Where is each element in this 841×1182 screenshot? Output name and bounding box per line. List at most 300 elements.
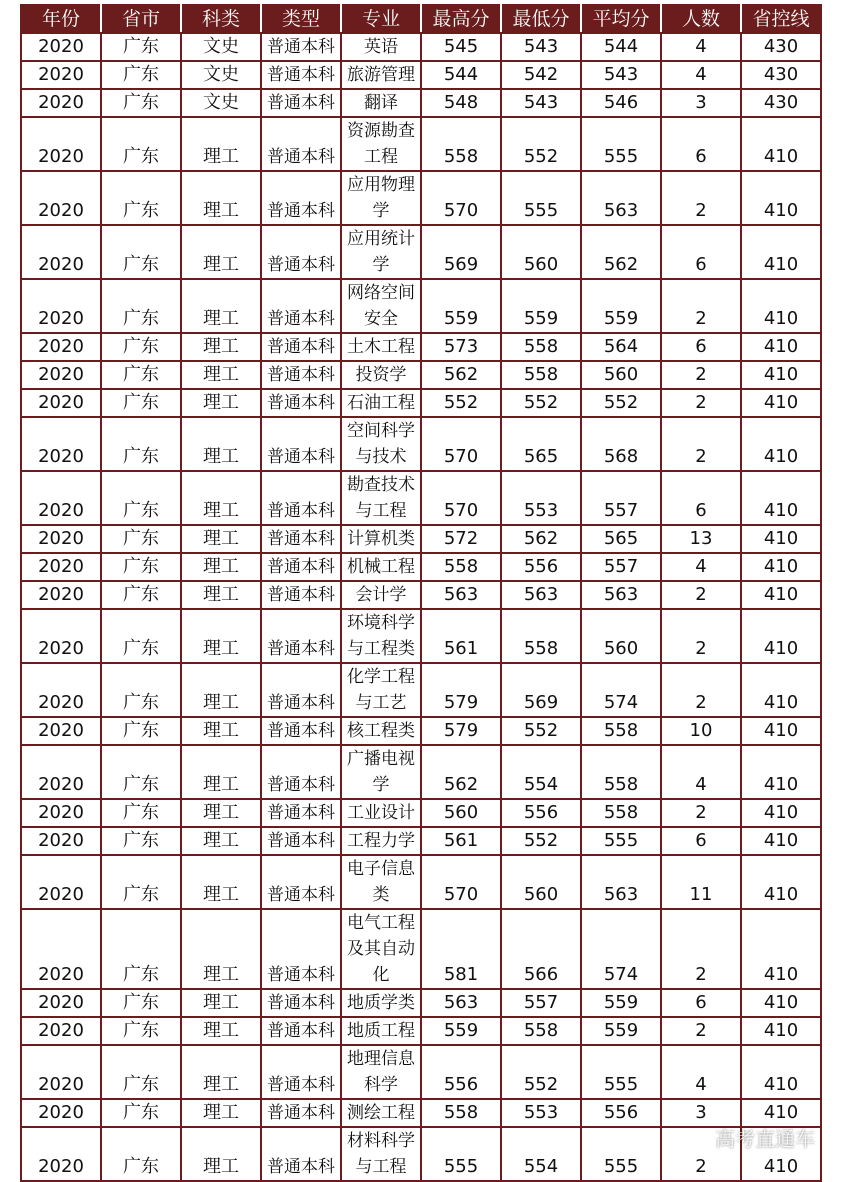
cell-subject: 理工 (181, 609, 261, 663)
cell-count: 2 (661, 663, 741, 717)
cell-major: 土木工程 (341, 333, 421, 361)
cell-min-score: 558 (501, 361, 581, 389)
cell-province: 广东 (101, 1017, 181, 1045)
cell-major: 材料科学与工程 (341, 1127, 421, 1181)
cell-control-line: 410 (741, 389, 821, 417)
cell-max-score: 570 (421, 471, 501, 525)
cell-major: 地理信息科学 (341, 1045, 421, 1099)
header-avg-score: 平均分 (581, 5, 661, 33)
cell-year: 2020 (21, 1045, 101, 1099)
table-row (21, 717, 821, 745)
table-row (21, 417, 821, 471)
cell-year: 2020 (21, 361, 101, 389)
cell-type: 普通本科 (261, 333, 341, 361)
cell-count: 2 (661, 909, 741, 989)
cell-province: 广东 (101, 553, 181, 581)
header-control-line: 省控线 (741, 5, 821, 33)
cell-count: 2 (661, 1127, 741, 1181)
cell-type: 普通本科 (261, 1017, 341, 1045)
table-row (21, 225, 821, 279)
cell-count: 6 (661, 471, 741, 525)
cell-type: 普通本科 (261, 471, 341, 525)
cell-max-score: 559 (421, 1017, 501, 1045)
table-row (21, 855, 821, 909)
cell-subject: 理工 (181, 389, 261, 417)
cell-year: 2020 (21, 717, 101, 745)
cell-control-line: 410 (741, 855, 821, 909)
admission-score-table (20, 4, 822, 1182)
table-row (21, 389, 821, 417)
cell-year: 2020 (21, 171, 101, 225)
cell-province: 广东 (101, 799, 181, 827)
cell-control-line: 410 (741, 663, 821, 717)
cell-control-line: 410 (741, 171, 821, 225)
cell-avg-score: 552 (581, 389, 661, 417)
table-row (21, 609, 821, 663)
header-province: 省市 (101, 5, 181, 33)
cell-year: 2020 (21, 827, 101, 855)
cell-min-score: 552 (501, 389, 581, 417)
table-body (21, 33, 821, 1181)
cell-count: 2 (661, 609, 741, 663)
cell-max-score: 555 (421, 1127, 501, 1181)
cell-province: 广东 (101, 663, 181, 717)
cell-count: 6 (661, 117, 741, 171)
cell-type: 普通本科 (261, 389, 341, 417)
cell-type: 普通本科 (261, 61, 341, 89)
cell-year: 2020 (21, 745, 101, 799)
cell-type: 普通本科 (261, 525, 341, 553)
cell-avg-score: 563 (581, 581, 661, 609)
cell-control-line: 410 (741, 581, 821, 609)
cell-type: 普通本科 (261, 361, 341, 389)
cell-avg-score: 562 (581, 225, 661, 279)
cell-count: 4 (661, 745, 741, 799)
cell-count: 2 (661, 171, 741, 225)
cell-major: 计算机类 (341, 525, 421, 553)
cell-control-line: 410 (741, 909, 821, 989)
cell-max-score: 569 (421, 225, 501, 279)
cell-min-score: 543 (501, 33, 581, 61)
cell-year: 2020 (21, 117, 101, 171)
cell-year: 2020 (21, 799, 101, 827)
cell-control-line: 410 (741, 1045, 821, 1099)
cell-control-line: 410 (741, 471, 821, 525)
cell-min-score: 558 (501, 1017, 581, 1045)
cell-year: 2020 (21, 1127, 101, 1181)
cell-control-line: 430 (741, 33, 821, 61)
cell-count: 2 (661, 1017, 741, 1045)
cell-control-line: 410 (741, 417, 821, 471)
header-major: 专业 (341, 5, 421, 33)
cell-min-score: 555 (501, 171, 581, 225)
cell-max-score: 545 (421, 33, 501, 61)
score-table-sheet (20, 4, 820, 1182)
cell-year: 2020 (21, 581, 101, 609)
cell-subject: 理工 (181, 745, 261, 799)
cell-type: 普通本科 (261, 171, 341, 225)
cell-province: 广东 (101, 361, 181, 389)
cell-avg-score: 559 (581, 1017, 661, 1045)
table-row (21, 171, 821, 225)
table-row (21, 745, 821, 799)
cell-year: 2020 (21, 417, 101, 471)
table-row (21, 333, 821, 361)
cell-avg-score: 543 (581, 61, 661, 89)
cell-type: 普通本科 (261, 1127, 341, 1181)
cell-avg-score: 574 (581, 663, 661, 717)
cell-province: 广东 (101, 33, 181, 61)
cell-major: 电气工程及其自动化 (341, 909, 421, 989)
cell-min-score: 552 (501, 717, 581, 745)
cell-major: 网络空间安全 (341, 279, 421, 333)
table-row (21, 989, 821, 1017)
table-row (21, 827, 821, 855)
cell-subject: 理工 (181, 717, 261, 745)
cell-year: 2020 (21, 333, 101, 361)
cell-avg-score: 559 (581, 279, 661, 333)
cell-avg-score: 555 (581, 117, 661, 171)
cell-min-score: 566 (501, 909, 581, 989)
cell-control-line: 410 (741, 989, 821, 1017)
table-row (21, 1099, 821, 1127)
cell-province: 广东 (101, 989, 181, 1017)
cell-min-score: 554 (501, 745, 581, 799)
cell-province: 广东 (101, 745, 181, 799)
cell-min-score: 554 (501, 1127, 581, 1181)
cell-avg-score: 574 (581, 909, 661, 989)
cell-type: 普通本科 (261, 909, 341, 989)
cell-subject: 理工 (181, 1045, 261, 1099)
cell-year: 2020 (21, 89, 101, 117)
cell-subject: 理工 (181, 471, 261, 525)
cell-max-score: 572 (421, 525, 501, 553)
cell-province: 广东 (101, 333, 181, 361)
cell-max-score: 562 (421, 745, 501, 799)
cell-year: 2020 (21, 33, 101, 61)
cell-subject: 理工 (181, 1127, 261, 1181)
cell-province: 广东 (101, 471, 181, 525)
cell-major: 化学工程与工艺 (341, 663, 421, 717)
cell-type: 普通本科 (261, 581, 341, 609)
cell-major: 工程力学 (341, 827, 421, 855)
cell-type: 普通本科 (261, 745, 341, 799)
cell-control-line: 410 (741, 553, 821, 581)
watermark: 高考直通车 (715, 1127, 815, 1151)
cell-province: 广东 (101, 171, 181, 225)
table-row (21, 117, 821, 171)
cell-province: 广东 (101, 117, 181, 171)
cell-max-score: 570 (421, 171, 501, 225)
cell-min-score: 542 (501, 61, 581, 89)
cell-control-line: 430 (741, 61, 821, 89)
cell-control-line: 410 (741, 333, 821, 361)
table-row (21, 471, 821, 525)
cell-subject: 理工 (181, 1099, 261, 1127)
cell-year: 2020 (21, 61, 101, 89)
cell-subject: 理工 (181, 1017, 261, 1045)
cell-count: 13 (661, 525, 741, 553)
cell-max-score: 579 (421, 663, 501, 717)
cell-count: 2 (661, 581, 741, 609)
cell-province: 广东 (101, 279, 181, 333)
cell-subject: 理工 (181, 855, 261, 909)
cell-province: 广东 (101, 609, 181, 663)
table-row (21, 663, 821, 717)
cell-year: 2020 (21, 471, 101, 525)
cell-type: 普通本科 (261, 1099, 341, 1127)
cell-type: 普通本科 (261, 117, 341, 171)
cell-type: 普通本科 (261, 827, 341, 855)
cell-province: 广东 (101, 1045, 181, 1099)
cell-control-line: 410 (741, 717, 821, 745)
cell-max-score: 570 (421, 855, 501, 909)
cell-year: 2020 (21, 279, 101, 333)
cell-year: 2020 (21, 1017, 101, 1045)
cell-max-score: 579 (421, 717, 501, 745)
cell-max-score: 558 (421, 553, 501, 581)
cell-max-score: 561 (421, 827, 501, 855)
cell-subject: 理工 (181, 333, 261, 361)
cell-subject: 理工 (181, 525, 261, 553)
cell-type: 普通本科 (261, 279, 341, 333)
cell-year: 2020 (21, 609, 101, 663)
header-min-score: 最低分 (501, 5, 581, 33)
cell-avg-score: 544 (581, 33, 661, 61)
cell-avg-score: 560 (581, 609, 661, 663)
cell-avg-score: 555 (581, 827, 661, 855)
cell-count: 2 (661, 361, 741, 389)
cell-count: 4 (661, 1045, 741, 1099)
cell-control-line: 410 (741, 799, 821, 827)
cell-major: 投资学 (341, 361, 421, 389)
cell-major: 英语 (341, 33, 421, 61)
cell-avg-score: 560 (581, 361, 661, 389)
cell-major: 应用物理学 (341, 171, 421, 225)
cell-max-score: 552 (421, 389, 501, 417)
cell-min-score: 553 (501, 471, 581, 525)
cell-max-score: 559 (421, 279, 501, 333)
cell-avg-score: 558 (581, 717, 661, 745)
cell-subject: 理工 (181, 417, 261, 471)
cell-major: 电子信息类 (341, 855, 421, 909)
cell-type: 普通本科 (261, 225, 341, 279)
cell-control-line: 410 (741, 117, 821, 171)
cell-avg-score: 559 (581, 989, 661, 1017)
cell-province: 广东 (101, 61, 181, 89)
cell-subject: 理工 (181, 799, 261, 827)
cell-control-line: 410 (741, 525, 821, 553)
cell-control-line: 430 (741, 89, 821, 117)
cell-min-score: 562 (501, 525, 581, 553)
header-type: 类型 (261, 5, 341, 33)
cell-major: 应用统计学 (341, 225, 421, 279)
cell-type: 普通本科 (261, 89, 341, 117)
cell-min-score: 552 (501, 117, 581, 171)
cell-control-line: 410 (741, 1127, 821, 1181)
cell-control-line: 410 (741, 279, 821, 333)
cell-type: 普通本科 (261, 989, 341, 1017)
cell-max-score: 573 (421, 333, 501, 361)
table-row (21, 33, 821, 61)
table-row (21, 1127, 821, 1181)
table-row (21, 89, 821, 117)
cell-max-score: 570 (421, 417, 501, 471)
cell-avg-score: 555 (581, 1045, 661, 1099)
cell-min-score: 553 (501, 1099, 581, 1127)
cell-province: 广东 (101, 1099, 181, 1127)
cell-count: 10 (661, 717, 741, 745)
cell-control-line: 410 (741, 745, 821, 799)
cell-type: 普通本科 (261, 663, 341, 717)
cell-major: 测绘工程 (341, 1099, 421, 1127)
cell-type: 普通本科 (261, 799, 341, 827)
cell-subject: 理工 (181, 225, 261, 279)
cell-max-score: 548 (421, 89, 501, 117)
cell-count: 6 (661, 827, 741, 855)
cell-control-line: 410 (741, 361, 821, 389)
table-row (21, 799, 821, 827)
cell-subject: 理工 (181, 279, 261, 333)
cell-subject: 文史 (181, 33, 261, 61)
cell-avg-score: 557 (581, 471, 661, 525)
cell-major: 旅游管理 (341, 61, 421, 89)
cell-max-score: 561 (421, 609, 501, 663)
cell-min-score: 559 (501, 279, 581, 333)
cell-subject: 理工 (181, 553, 261, 581)
cell-major: 环境科学与工程类 (341, 609, 421, 663)
cell-type: 普通本科 (261, 417, 341, 471)
cell-year: 2020 (21, 525, 101, 553)
header-max-score: 最高分 (421, 5, 501, 33)
cell-major: 空间科学与技术 (341, 417, 421, 471)
table-row (21, 909, 821, 989)
cell-control-line: 410 (741, 1017, 821, 1045)
cell-count: 2 (661, 279, 741, 333)
cell-count: 4 (661, 61, 741, 89)
cell-avg-score: 546 (581, 89, 661, 117)
cell-subject: 理工 (181, 989, 261, 1017)
cell-subject: 文史 (181, 61, 261, 89)
cell-max-score: 562 (421, 361, 501, 389)
cell-min-score: 556 (501, 553, 581, 581)
cell-province: 广东 (101, 855, 181, 909)
cell-count: 6 (661, 333, 741, 361)
cell-major: 工业设计 (341, 799, 421, 827)
cell-avg-score: 563 (581, 855, 661, 909)
cell-subject: 理工 (181, 663, 261, 717)
cell-control-line: 410 (741, 225, 821, 279)
cell-count: 11 (661, 855, 741, 909)
cell-min-score: 552 (501, 1045, 581, 1099)
cell-avg-score: 556 (581, 1099, 661, 1127)
table-row (21, 581, 821, 609)
cell-year: 2020 (21, 855, 101, 909)
cell-max-score: 544 (421, 61, 501, 89)
cell-avg-score: 563 (581, 171, 661, 225)
cell-count: 6 (661, 989, 741, 1017)
cell-type: 普通本科 (261, 553, 341, 581)
header-year: 年份 (21, 5, 101, 33)
cell-count: 2 (661, 389, 741, 417)
header-subject: 科类 (181, 5, 261, 33)
table-row (21, 553, 821, 581)
cell-avg-score: 558 (581, 799, 661, 827)
cell-min-score: 552 (501, 827, 581, 855)
cell-province: 广东 (101, 525, 181, 553)
cell-year: 2020 (21, 389, 101, 417)
table-row (21, 1017, 821, 1045)
cell-max-score: 560 (421, 799, 501, 827)
cell-major: 勘查技术与工程 (341, 471, 421, 525)
cell-count: 4 (661, 33, 741, 61)
cell-min-score: 569 (501, 663, 581, 717)
cell-subject: 理工 (181, 909, 261, 989)
cell-major: 会计学 (341, 581, 421, 609)
cell-major: 地质工程 (341, 1017, 421, 1045)
table-row (21, 361, 821, 389)
cell-year: 2020 (21, 553, 101, 581)
cell-province: 广东 (101, 389, 181, 417)
table-row (21, 61, 821, 89)
cell-province: 广东 (101, 89, 181, 117)
cell-subject: 理工 (181, 827, 261, 855)
cell-count: 3 (661, 89, 741, 117)
cell-major: 资源勘查工程 (341, 117, 421, 171)
cell-min-score: 563 (501, 581, 581, 609)
cell-count: 2 (661, 417, 741, 471)
cell-count: 3 (661, 1099, 741, 1127)
cell-min-score: 560 (501, 225, 581, 279)
cell-year: 2020 (21, 989, 101, 1017)
cell-year: 2020 (21, 1099, 101, 1127)
cell-control-line: 410 (741, 609, 821, 663)
cell-type: 普通本科 (261, 33, 341, 61)
cell-min-score: 558 (501, 333, 581, 361)
table-row (21, 279, 821, 333)
cell-province: 广东 (101, 417, 181, 471)
cell-type: 普通本科 (261, 717, 341, 745)
cell-max-score: 558 (421, 1099, 501, 1127)
table-row (21, 1045, 821, 1099)
cell-avg-score: 565 (581, 525, 661, 553)
cell-min-score: 557 (501, 989, 581, 1017)
cell-count: 6 (661, 225, 741, 279)
cell-min-score: 558 (501, 609, 581, 663)
cell-min-score: 565 (501, 417, 581, 471)
cell-subject: 理工 (181, 171, 261, 225)
cell-max-score: 563 (421, 989, 501, 1017)
cell-avg-score: 558 (581, 745, 661, 799)
cell-type: 普通本科 (261, 855, 341, 909)
cell-province: 广东 (101, 717, 181, 745)
cell-province: 广东 (101, 225, 181, 279)
cell-province: 广东 (101, 1127, 181, 1181)
cell-subject: 理工 (181, 117, 261, 171)
cell-type: 普通本科 (261, 609, 341, 663)
cell-subject: 文史 (181, 89, 261, 117)
cell-major: 机械工程 (341, 553, 421, 581)
header-count: 人数 (661, 5, 741, 33)
cell-subject: 理工 (181, 581, 261, 609)
cell-major: 石油工程 (341, 389, 421, 417)
cell-avg-score: 555 (581, 1127, 661, 1181)
cell-count: 4 (661, 553, 741, 581)
cell-major: 广播电视学 (341, 745, 421, 799)
cell-province: 广东 (101, 909, 181, 989)
cell-count: 2 (661, 799, 741, 827)
table-row (21, 525, 821, 553)
